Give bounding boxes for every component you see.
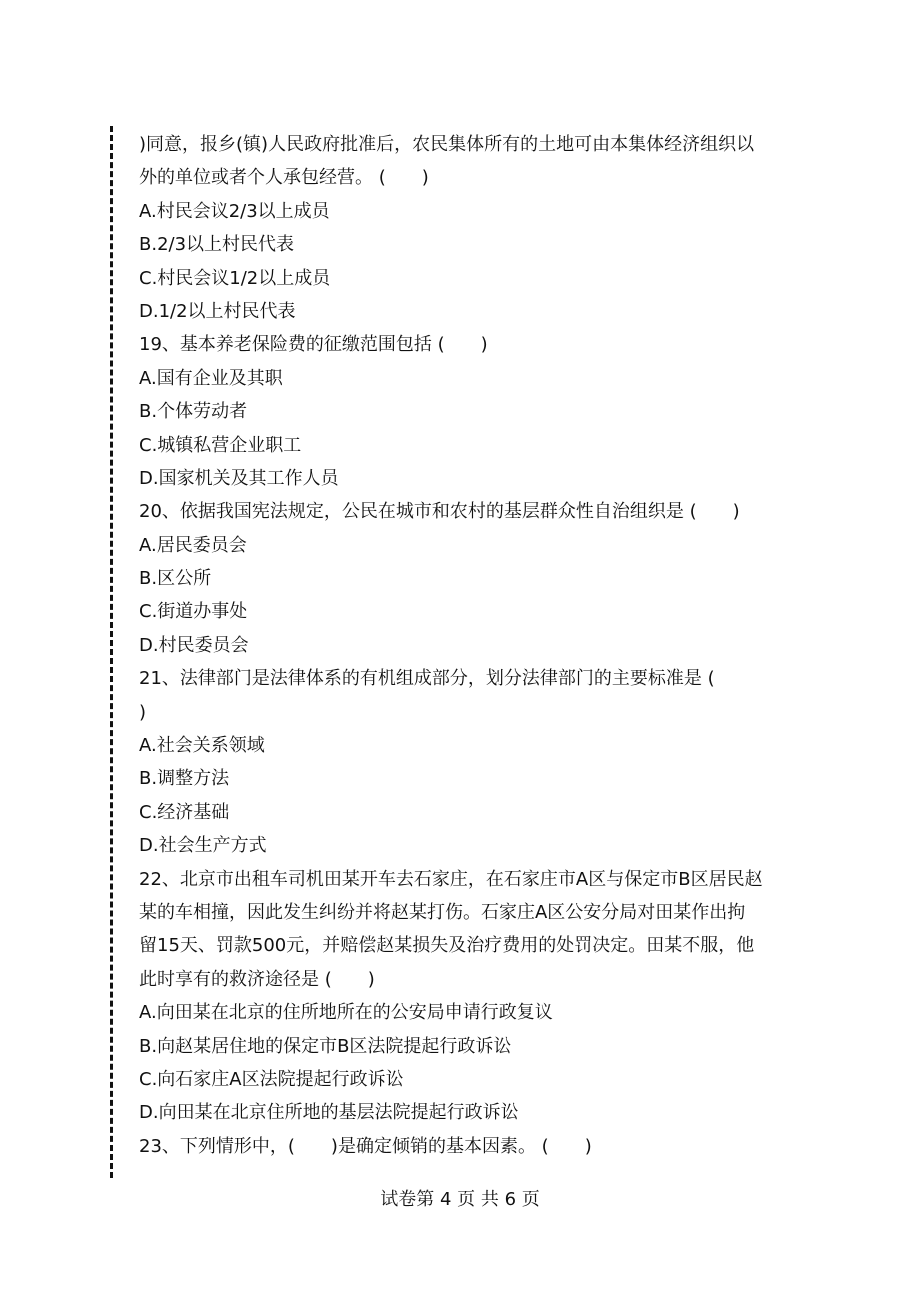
question-22-option-b: B.向赵某居住地的保定市B区法院提起行政诉讼 xyxy=(139,1035,512,1057)
question-18-option-c: C.村民会议1/2以上成员 xyxy=(139,267,331,289)
question-20-stem: 20、依据我国宪法规定，公民在城市和农村的基层群众性自治组织是 ( ) xyxy=(139,501,740,523)
question-18-continuation-line-2: 外的单位或者个人承包经营。 ( ) xyxy=(139,167,429,189)
question-20-option-b: B.区公所 xyxy=(139,568,212,590)
question-21-stem-line-1: 21、法律部门是法律体系的有机组成部分，划分法律部门的主要标准是 ( xyxy=(139,668,715,690)
question-18-continuation-line-1: )同意，报乡(镇)人民政府批准后，农民集体所有的土地可由本集体经济组织以 xyxy=(139,134,755,155)
question-20-option-a: A.居民委员会 xyxy=(139,534,247,556)
question-18-option-d: D.1/2以上村民代表 xyxy=(139,300,296,322)
question-20-option-c: C.街道办事处 xyxy=(139,601,248,623)
question-18-option-b: B.2/3以上村民代表 xyxy=(139,234,295,256)
question-19-option-a: A.国有企业及其职 xyxy=(139,367,283,389)
question-22-stem-line-1: 22、北京市出租车司机田某开车去石家庄，在石家庄市A区与保定市B区居民赵 xyxy=(139,868,763,890)
question-22-stem-line-3: 留15天、罚款500元，并赔偿赵某损失及治疗费用的处罚决定。田某不服，他 xyxy=(139,935,755,957)
question-21-option-a: A.社会关系领域 xyxy=(139,735,265,757)
binding-dashed-line xyxy=(110,126,113,1178)
question-19-option-d: D.国家机关及其工作人员 xyxy=(139,467,339,489)
page-footer: 试卷第 4 页 共 6 页 xyxy=(380,1189,540,1210)
question-23-stem: 23、下列情形中，( )是确定倾销的基本因素。 ( ) xyxy=(139,1135,592,1157)
exam-content xyxy=(139,128,799,1163)
question-21-option-c: C.经济基础 xyxy=(139,801,230,823)
question-20-option-d: D.村民委员会 xyxy=(139,634,249,656)
question-22-stem-line-2: 某的车相撞，因此发生纠纷并将赵某打伤。石家庄A区公安分局对田某作出拘 xyxy=(139,901,746,923)
question-19-option-b: B.个体劳动者 xyxy=(139,401,248,423)
question-21-option-d: D.社会生产方式 xyxy=(139,835,267,857)
question-21-stem-line-2: ) xyxy=(139,701,147,723)
question-19-option-c: C.城镇私营企业职工 xyxy=(139,434,302,456)
question-22-stem-line-4: 此时享有的救济途径是 ( ) xyxy=(139,968,375,990)
question-18-option-a: A.村民会议2/3以上成员 xyxy=(139,200,330,222)
question-19-stem: 19、基本养老保险费的征缴范围包括 ( ) xyxy=(139,334,488,356)
question-22-option-d: D.向田某在北京住所地的基层法院提起行政诉讼 xyxy=(139,1102,519,1124)
question-22-option-a: A.向田某在北京的住所地所在的公安局申请行政复议 xyxy=(139,1002,553,1024)
question-21-option-b: B.调整方法 xyxy=(139,768,230,790)
question-22-option-c: C.向石家庄A区法院提起行政诉讼 xyxy=(139,1068,404,1090)
